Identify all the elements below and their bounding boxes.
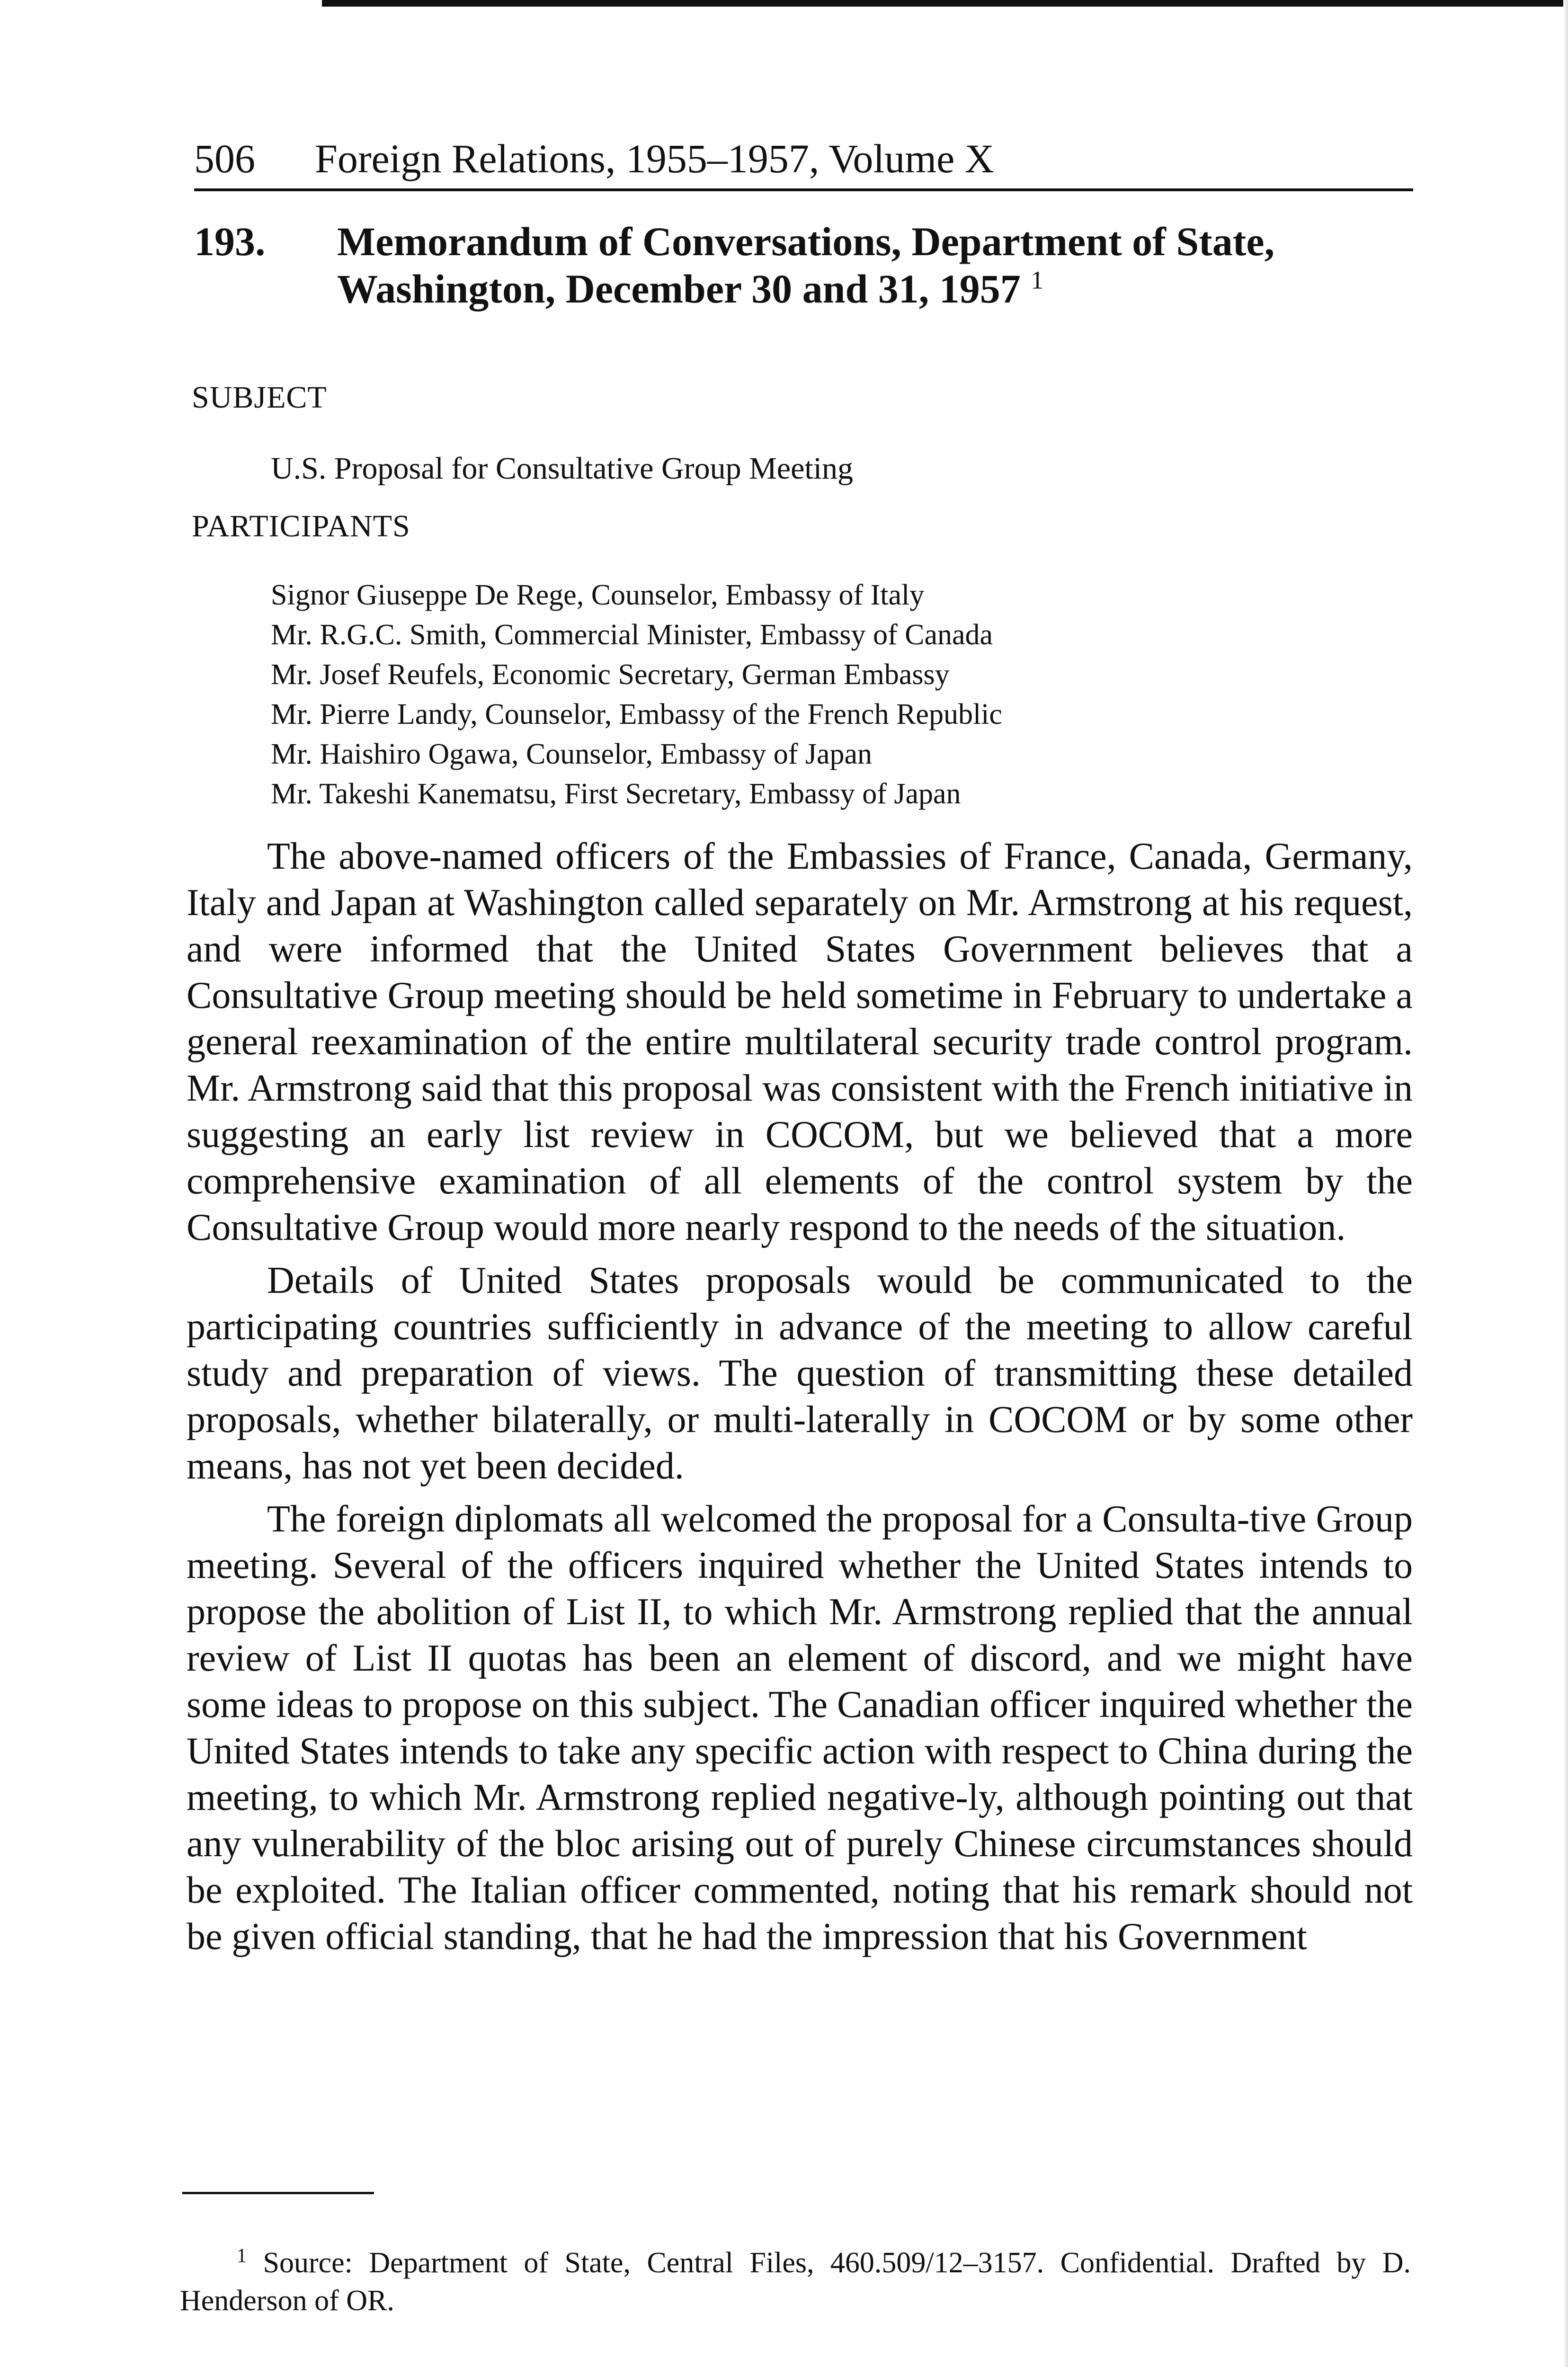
participants-list [271, 575, 1002, 814]
document-title-text: Memorandum of Conversations, Department of State, Washington, December 30 and 31, 1957 [337, 219, 1275, 311]
document-number: 193. [194, 219, 266, 264]
body-paragraph: The foreign diplomats all welcomed the proposal for a Consulta-tive Group meeting. Several of the officers inquired whether the United States intends to propose the abolition of List II, to which Mr. Armstrong replied that the annual review of List II quotas has been an element of discord, and we might have some ideas to propose on this subject. The Canadian officer inquired whether the United States intends to take any specific action with respect to China during the meeting, to which Mr. Armstrong replied negative-ly, although pointing out that any vulnerability of the bloc arising out of purely Chinese circumstances should be exploited. The Italian officer commented, noting that his remark should not be given official standing, that he had the impression that his Government [187, 1498, 1413, 1958]
participant-item: Mr. Pierre Landy, Counselor, Embassy of the French Republic [271, 698, 1002, 730]
participant-item: Mr. Takeshi Kanematsu, First Secretary, Embassy of Japan [271, 778, 961, 810]
participant-item: Mr. R.G.C. Smith, Commercial Minister, Embassy of Canada [271, 619, 993, 651]
participant-item: Signor Giuseppe De Rege, Counselor, Embassy of Italy [271, 579, 925, 611]
subject-text: U.S. Proposal for Consultative Group Meeting [271, 451, 854, 486]
footnote [180, 2244, 1411, 2320]
participants-label: PARTICIPANTS [192, 509, 410, 543]
participant-item: Mr. Haishiro Ogawa, Counselor, Embassy of Japan [271, 738, 873, 770]
title-footnote-marker: 1 [1031, 266, 1044, 294]
body-paragraph: The above-named officers of the Embassies of France, Canada, Germany, Italy and Japan at Washington called separately on Mr. Armstrong at his request, and were informed that the United States Government believes that a Consultative Group meeting should be held sometime in February to undertake a general reexamination of the entire multilateral security trade control program. Mr. Armstrong said that this proposal was consistent with the French initiative in suggesting an early list review in COCOM, but we believed that a more comprehensive examination of all elements of the control system by the Consultative Group would more nearly respond to the needs of the situation. [187, 836, 1413, 1248]
running-title: Foreign Relations, 1955–1957, Volume X [315, 136, 994, 181]
scan-top-edge [322, 0, 1568, 7]
participant-item: Mr. Josef Reufels, Economic Secretary, German Embassy [271, 658, 950, 691]
footnote-marker: 1 [237, 2245, 247, 2267]
page-number: 506 [194, 136, 255, 181]
footnote-text: Source: Department of State, Central Files, 460.509/12–3157. Confidential. Drafted by D. Henderson of OR. [180, 2247, 1411, 2317]
scan-right-edge [1563, 0, 1568, 2367]
document-title [337, 218, 1417, 312]
memorandum-body [187, 833, 1413, 1967]
subject-label: SUBJECT [192, 380, 327, 415]
body-paragraph: Details of United States proposals would be communicated to the participating countries sufficiently in advance of the meeting to allow careful study and preparation of views. The question of transmitting these detailed proposals, whether bilaterally, or multi-laterally in COCOM or by some other means, has not yet been decided. [187, 1260, 1413, 1487]
footnote-divider [182, 2192, 374, 2194]
running-header [194, 133, 1413, 191]
